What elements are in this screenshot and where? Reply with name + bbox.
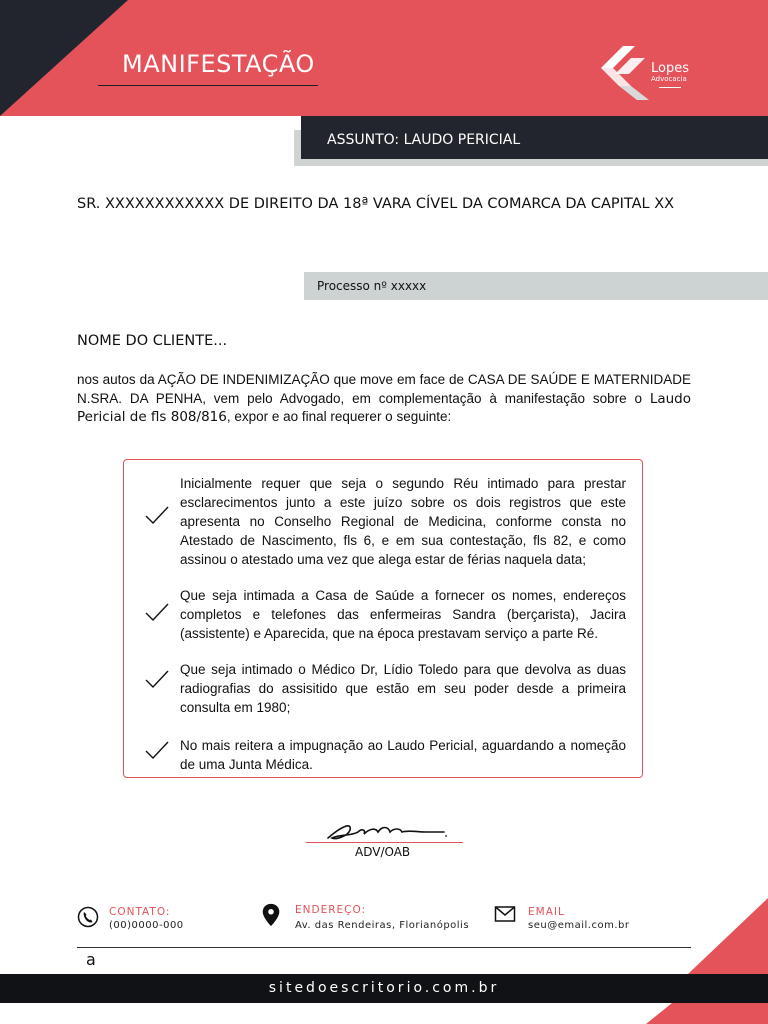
checkmark-icon <box>144 601 170 623</box>
footer-website: sitedoescritorio.com.br <box>268 980 500 996</box>
request-item: Que seja intimado o Médico Dr, Lídio Toledo para que devolva as duas radiografias do assisitido que estão em seu poder desde a primeira consulta em 1980; <box>180 662 626 715</box>
intro-text-part2: , expor e ao final requerer o seguinte: <box>226 409 452 424</box>
contact-address-value: Av. das Rendeiras, Florianópolis <box>295 920 470 931</box>
logo-subtitle: Advocacia <box>651 75 687 83</box>
title-underline <box>98 85 318 86</box>
contact-email-label: EMAIL <box>528 906 565 918</box>
checkmark-icon <box>144 739 170 761</box>
signature-line <box>306 842 463 843</box>
intro-highlight: Laudo Pericial de fls 808/816 <box>77 390 691 425</box>
intro-text-part1: nos autos da AÇÃO DE INDENIMIZAÇÃO que move em face de CASA DE SAÚDE E MATERNIDADE N.SRA. DA PENHA, vem pelo Advogado, em complementação à manifestação sobre o <box>77 372 691 406</box>
intro-paragraph <box>77 371 691 427</box>
signature-label: ADV/OAB <box>355 845 411 859</box>
process-number: Processo nº xxxxx <box>317 279 427 293</box>
footer-letter: a <box>86 950 96 969</box>
contact-address-label: ENDEREÇO: <box>295 904 367 916</box>
phone-icon <box>77 905 99 929</box>
footer-rule <box>77 947 691 948</box>
addressee: SR. XXXXXXXXXXXX DE DIREITO DA 18ª VARA CÍVEL DA COMARCA DA CAPITAL XX <box>77 196 675 212</box>
checkmark-icon <box>144 668 170 690</box>
subject-text: ASSUNTO: LAUDO PERICIAL <box>327 132 521 148</box>
request-item: Inicialmente requer que seja o segundo Réu intimado para prestar esclarecimentos junto a este juízo sobre os dois registros que este apresenta no Conselho Regional de Medicina, conforme consta no Atestado de Nascimento, fls 6, e em sua contestação, fls 82, e como assinou o atestado uma vez que alega estar de férias naquela data; <box>180 476 626 567</box>
header-dark-triangle <box>0 0 128 116</box>
contact-email-value: seu@email.com.br <box>528 920 630 931</box>
request-item: Que seja intimada a Casa de Saúde a fornecer os nomes, endereços completos e telefones das enfermeiras Sandra (berçarista), Jacira (assistente) e Aparecida, que na época prestavam serviço a parte Ré. <box>180 588 626 641</box>
envelope-icon <box>494 902 516 926</box>
contact-phone-value: (00)0000-000 <box>109 920 184 931</box>
request-item: No mais reitera a impugnação ao Laudo Pericial, aguardando a nomeção de uma Junta Médica. <box>180 738 626 772</box>
map-pin-icon <box>260 903 282 927</box>
logo-name: Lopes <box>651 61 689 76</box>
document-title: MANIFESTAÇÃO <box>122 50 315 78</box>
client-name: NOME DO CLIENTE... <box>77 333 228 349</box>
contact-phone-label: CONTATO: <box>109 906 171 918</box>
checkmark-icon <box>144 504 170 526</box>
logo-underline <box>659 87 681 88</box>
